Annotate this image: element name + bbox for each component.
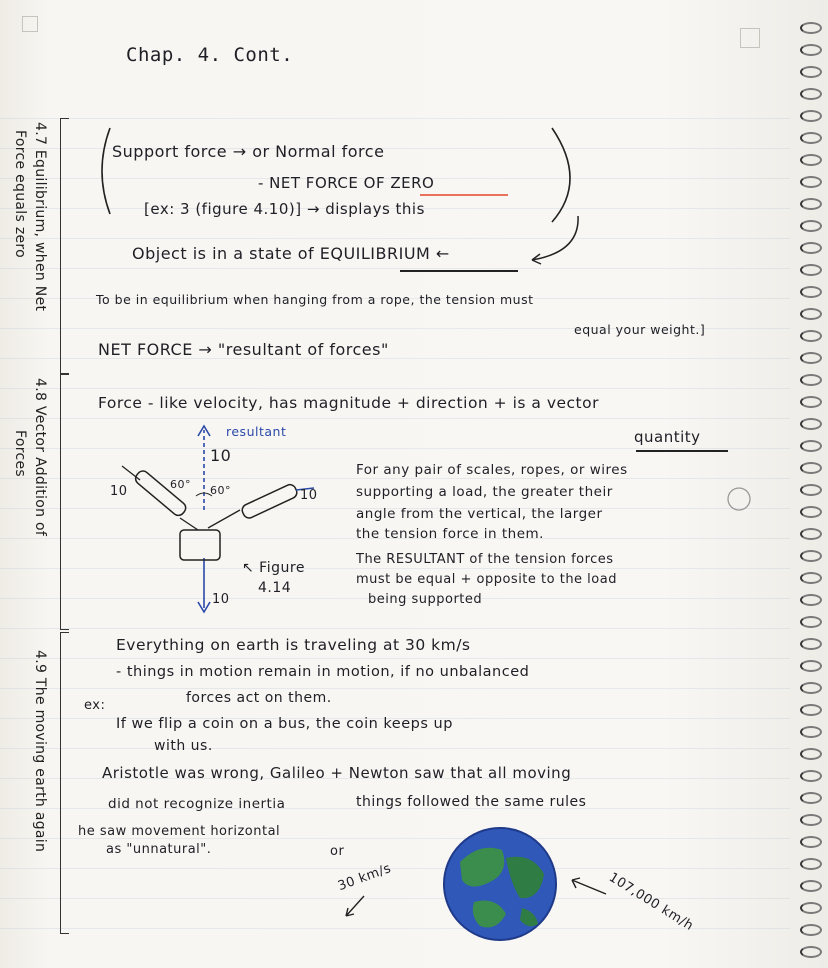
bracket-section-49: [60, 632, 69, 934]
hanging-rope-line-2: equal your weight.]: [574, 322, 706, 337]
tension-text-4: the tension force in them.: [356, 526, 544, 542]
coin-line: If we flip a coin on a bus, the coin keeps up: [116, 716, 453, 732]
arrow-left-icon: [566, 872, 610, 902]
support-force-line: Support force → or Normal force: [112, 142, 385, 161]
aristotle-line: Aristotle was wrong, Galileo + Newton saw that all moving: [102, 764, 572, 782]
equilibrium-underline: [400, 270, 518, 272]
section-title-4-7-line2: Force equals zero: [12, 130, 28, 258]
right-force-value: 10: [300, 488, 318, 503]
section-title-4-9-text: 4.9 The moving earth again: [32, 650, 48, 853]
tension-text-7: being supported: [368, 592, 483, 607]
section-title-4-7-line1: 4.7 Equilibrium, when Net: [32, 122, 48, 312]
corner-stamp-right: [740, 28, 760, 48]
speed-107000kmh: 107,000 km/h: [606, 870, 697, 934]
load-weight-value: 10: [212, 592, 230, 607]
bracket-section-47: [60, 118, 69, 374]
left-force-value: 10: [110, 484, 128, 499]
unnatural-line: as "unnatural".: [106, 842, 212, 857]
example-marker: ex:: [84, 698, 106, 713]
corner-stamp-left: [22, 16, 38, 32]
circle-doodle-icon: [726, 486, 752, 512]
section-title-4-8-line2: Forces: [12, 430, 28, 477]
section-title-4-9: [32, 650, 48, 852]
net-force-zero-line: - NET FORCE OF ZERO: [258, 174, 435, 192]
hanging-rope-line: To be in equilibrium when hanging from a rope, the tension must: [96, 292, 534, 307]
resultant-value: 10: [210, 446, 232, 465]
page-title: Chap. 4. Cont.: [126, 44, 294, 66]
resultant-label: resultant: [226, 424, 287, 439]
or-label: or: [330, 844, 345, 859]
section-title-4-7b: [12, 130, 28, 258]
example-line: [ex: 3 (figure 4.10)] → displays this: [144, 200, 425, 218]
section-title-4-7: [32, 122, 48, 311]
arrow-down-left-icon: [340, 892, 370, 922]
paren-brace-left: [92, 126, 114, 216]
force-vector-line-2: quantity: [634, 428, 701, 446]
bracket-section-48: [60, 374, 69, 630]
tension-text-2: supporting a load, the greater their: [356, 484, 613, 500]
angle-right-label: 60°: [210, 484, 231, 497]
inertia-line: did not recognize inertia: [108, 796, 286, 812]
section-title-4-8: [32, 378, 48, 536]
motion-line-2: forces act on them.: [186, 690, 332, 706]
force-vector-line: Force - like velocity, has magnitude + direction + is a vector: [98, 394, 599, 412]
section-title-4-8b: [12, 430, 28, 477]
highlight-underline-zero: [420, 194, 508, 196]
paren-brace-right: [548, 126, 578, 226]
tension-text-3: angle from the vertical, the larger: [356, 506, 603, 522]
figure-caption-line2: 4.14: [258, 580, 292, 596]
angle-left-label: 60°: [170, 478, 191, 491]
speed-30kms: 30 km/s: [336, 861, 394, 895]
tension-text-1: For any pair of scales, ropes, or wires: [356, 462, 628, 478]
tension-text-5: The RESULTANT of the tension forces: [356, 552, 614, 567]
earth-speed-line: Everything on earth is traveling at 30 km/s: [116, 636, 471, 654]
figure-caption-line1: ↖ Figure: [242, 560, 305, 576]
net-force-resultant-line: NET FORCE → "resultant of forces": [98, 340, 389, 359]
curved-arrow-icon: [520, 212, 590, 272]
horizontal-line: he saw movement horizontal: [78, 824, 281, 839]
motion-line: - things in motion remain in motion, if no unbalanced: [116, 664, 530, 680]
same-rules-line: things followed the same rules: [356, 794, 587, 810]
section-title-4-8-line1: 4.8 Vector Addition of: [32, 378, 48, 537]
coin-line-2: with us.: [154, 738, 213, 754]
earth-drawing: [440, 822, 560, 946]
vector-underline: [636, 450, 728, 452]
tension-text-6: must be equal + opposite to the load: [356, 572, 617, 587]
equilibrium-line: Object is in a state of EQUILIBRIUM ←: [132, 244, 450, 263]
